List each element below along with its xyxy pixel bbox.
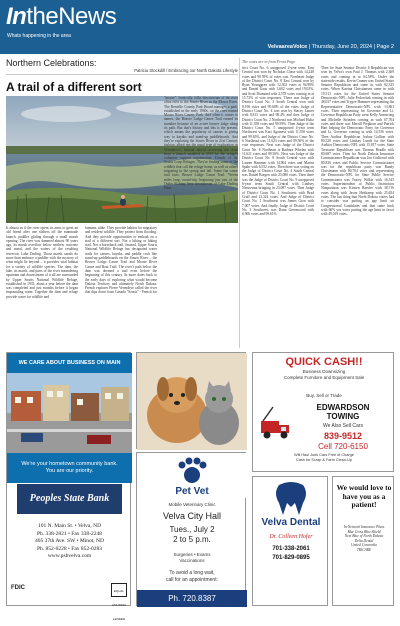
velva-dental-phones bbox=[253, 545, 329, 563]
article-column-2 bbox=[85, 226, 157, 346]
article-text-5: Then for State Senator District 6 Republican was won by Velva's own Paul J. Thomas with 2,369 votes and coming in at 64.58%. Under the statewide results, Kevin Cramer was United States Senator Republican and came in with 82,325 votes. When Katrina Christiansen came in with 19,513 votes for the United States Senator Democratic-NPL, Julie Fedorchak coming in with 48,037 votes and Trygve Hammer representing the Representative Democratic-NPL with 13,861 votes. Then representing for Governor and Lt. Governor Republican Party went Kelly Armstrong and Michelle Strinden coming in with 67,704 votes and there was Merrill Piepkorn and Patrick Hart helping the Democratic Party for Governor and Lt. Governor coming in with 14,556 votes. Then Auditor Republican Joshua Gallion with 80,520 votes and Lindsay Lunde for the State Auditor Democratic-NPL with 15,817 votes. State Treasurer Republican was Thomas Beadle with 80,687 votes. Then for North Dakota Insurance Commissioner Republican was Jon Godfread with 80,836 votes and Public Service Commissioner was for the republican party was Randy Christmann with 80,704 votes and representing the Democratic-NPL for State Public Service Commissioner was Tracey Wilkie with 16,545 votes. Superintendent of Public Instruction Nonpartisan was Kirsten Baesler with 38,716 votes along with Jason Heitkamp with 25,654 votes. The last thing that North Dakota voters had to consider was putting an age limit on Congressional Candidates and that came back with 60% yes votes putting the age limit in favor with 49,019 votes. bbox=[321, 66, 394, 217]
pet-vet-location: Velva City Hall bbox=[162, 511, 222, 521]
bank-ad-slogan bbox=[7, 453, 132, 483]
quick-cash-phone[interactable]: 839-9512 bbox=[323, 431, 363, 441]
pet-vet-service-1: Surgeries • Exams bbox=[173, 552, 211, 557]
pet-vet-schedule bbox=[137, 525, 247, 545]
article-text-4: trict Court No. 6 unopposed 2-year term. East Central was won by Nicholas Chase with 14,248 votes and 99.59% of votes cast. Northeast Judge of the District Court No. 8 East Central won by Ryan Younggren with 12,302 votes at 94.98% and Daniel Gaus with 3,602 votes and 19.02%, and Scott Diamond with 2,578 votes coming in at 15.73% of vote responses. There was Judge of District Court No. 3 South Central won with 8,196 votes and 99.68% of the votes. Judge of District Court No. 4 was won by Stacey Lauter with 8,815 votes and 98.4% and then Judge of District Court No. 2 Northeast was Michael Hultz with 11,558 votes and 99.59%. Then Judge of the District Court No. 5 unopposed 4-year term Northwest was Kari Agotness with 11,550 votes and 99.65%, and Judge of the District Court No. 6 Northeast was 11,623 votes and 99.56% of the vote responses. Next was Judge of the District Court No. 6 Northeast is Barbara Whelan with 11,621 votes and 99.56%. Next was Judge of the District Court No. 8 South Central won with Lauren Hammer with 14,904 votes and Marisa Spahr with 6,552 votes. Then there was voting on the Judge of District Court No. 4 South Central was Daniel Borgen with 23,080 votes. Then there was the Judge of District Court No. 9 unopposed 6-year term South Central with Lindsey Nieuwsma bringing in 23,087 votes. Then Judge of District Court No. 1 Southwest with Brad Cruff and 13,324 votes. And Judge of District Court No. 1 Southwest was James Gion with 7,007 votes. And finally, Judge of District Court No. 3 Southwest was Dann Greenwood with 6,966 votes and 99.61%. bbox=[242, 66, 314, 217]
velva-dental-title: Velva Dental bbox=[261, 517, 321, 528]
edwardson-name-1: EDWARDSON bbox=[316, 403, 370, 412]
bank-website[interactable]: www.psbvelva.com bbox=[47, 553, 92, 559]
velva-dental-phone-1[interactable]: 701-338-2061 bbox=[272, 546, 310, 552]
article-text-3: "mouse". Ironically, folks downstream of the river often refer to the Souris River as the Mouse River. The Renville County Park Board manages a park, established in the early 1960s, on the river named Mouse River County Park. And when it comes to names, the Beaver Lodge Canoe Trail earned its moniker because of an active beaver lodge along its path. But that's history and this is the present, which means the popularity of canoes is giving way to kayaks and stand-up paddleboards. And they're exploring the Souris River in 21st Century fashion, albeit not the usual type of exploration as Verendrye's. Instead they're accessing the river from a launch installed in 2019 by the refuge's volunteer support organization, Friends of the Souris Loop Refuges. They're finding some of the wildlife that call the refuge home, as well as others migrating in the spring and fall. Some fun canoe trail facts: Beaver Lodge Canoe Trail: *Seven miles long, round-trip, beginning just east of the Outlet Fishing Area downstream of Lake Darling Dam. bbox=[164, 96, 238, 191]
pet-vet-date: Tues., July 2 bbox=[169, 525, 215, 534]
pets-photo bbox=[136, 352, 246, 449]
tow-truck-icon bbox=[259, 401, 293, 447]
bank-phone-1: Ph. 338-2821 • Fax 338-2248 bbox=[36, 530, 103, 537]
bank-ad-headline: WE CARE ABOUT BUSINESS ON MAIN bbox=[7, 353, 132, 373]
bank-slogan-1: We're your hometown community bank. bbox=[21, 461, 118, 467]
quick-cash-buy: Buy, Sell or Trade bbox=[306, 393, 342, 398]
bank-logo: Peoples State Bank bbox=[17, 484, 122, 514]
velva-dental-ad[interactable] bbox=[252, 476, 328, 606]
insurance-item-5: TRICARE bbox=[356, 547, 372, 552]
quick-cash-note bbox=[253, 453, 395, 462]
article-column-5 bbox=[321, 66, 394, 347]
masthead-logo bbox=[6, 4, 116, 30]
masthead-tagline: Whats happening in the area bbox=[7, 33, 71, 39]
new-patients-ad[interactable] bbox=[332, 476, 394, 606]
paper-name: VelvaareaVoice bbox=[267, 44, 308, 50]
dog-cat-image bbox=[137, 353, 247, 450]
peoples-state-bank-ad[interactable] bbox=[6, 352, 131, 621]
bank-phone-2: Ph. 852-0228 • Fax 852-0283 bbox=[36, 545, 103, 552]
pet-vet-service-2: Vaccinations bbox=[179, 558, 205, 563]
pet-vet-note-2: call for an appointment: bbox=[166, 576, 218, 583]
continued-note: The votes are in from Front Page bbox=[242, 59, 296, 64]
pet-vet-time: 2 to 5 p.m. bbox=[173, 535, 211, 544]
fdic-logo: FDIC bbox=[11, 585, 25, 591]
bank-slogan-2: You are our priority. bbox=[45, 468, 94, 474]
section-title: Northern Celebrations: bbox=[6, 58, 97, 68]
paw-icon bbox=[137, 453, 247, 487]
insurance-heading: In-Network Insurance Plans bbox=[343, 525, 385, 529]
tooth-icon bbox=[253, 479, 329, 517]
quick-cash-subtitle bbox=[253, 369, 395, 380]
pet-vet-title: Pet Vet bbox=[175, 486, 209, 497]
quick-cash-sub-1: Business Downsizing bbox=[302, 369, 346, 374]
edwardson-towing-name bbox=[293, 403, 393, 421]
quick-cash-cell[interactable]: Cell 720-6150 bbox=[318, 442, 368, 451]
equal-housing-icon: EQUAL HOUSING LENDER bbox=[111, 583, 127, 597]
velva-dental-doctor: Dr. Colleen Hofer bbox=[269, 534, 313, 540]
quick-cash-headline: QUICK CASH!! bbox=[285, 356, 363, 368]
article-text-1: It almost as if the river opens its arms to greet an old friend after one slithers off the manmade launch, paddles gliding through a small marsh opening. The river was dammed almost 90 years ago, its marsh overflow below earthen, concrete and metal, and the waters of the resulting reservoir, Lake Darling. Those marsh canals do more than embrace a paddler with the mystery of what might lie beyond – it provides vital habitat for a variety of wildlife species. The dam, the lake, its marsh, and parts of the river meandering upstream and downstream of it all are surrounded by Upper Souris National Wildlife Refuge, established in 1935, about a year before the dam was completed and just months before it began impounding water. Together the dam and refuge provide water for wildlife and bbox=[6, 226, 78, 299]
quick-note-1: Will Haul Junk Cars Free of Charge bbox=[294, 453, 354, 457]
column-divider bbox=[239, 58, 240, 348]
insurance-item-4: United Concordia bbox=[351, 543, 377, 548]
quick-cash-also: We Also Sell Cars bbox=[323, 423, 363, 429]
pet-vet-phone[interactable]: Ph. 720.8387 bbox=[137, 590, 247, 607]
quick-cash-sub-2: Complete Furniture and Equipment Sale bbox=[283, 374, 365, 380]
bank-address bbox=[7, 523, 132, 561]
insurance-item-3: Delta Dental bbox=[354, 538, 374, 543]
pet-vet-services bbox=[137, 552, 247, 564]
main-street-image bbox=[7, 373, 132, 453]
velva-dental-phone-2[interactable]: 701-829-0895 bbox=[272, 555, 310, 561]
insurance-item-2: Next Blue of North Dakota bbox=[344, 534, 384, 539]
pet-vet-ad[interactable] bbox=[136, 452, 246, 606]
insurance-item-1: Blue Cross Blue Shield bbox=[347, 529, 381, 534]
headline: A trail of a different sort bbox=[6, 80, 142, 94]
article-column-1 bbox=[6, 226, 78, 346]
article-column-4 bbox=[242, 66, 314, 347]
pet-vet-subtitle: Mobile Veterinary Clinic bbox=[168, 502, 216, 507]
pet-vet-note bbox=[137, 570, 247, 583]
masthead bbox=[0, 0, 400, 54]
article-column-3 bbox=[164, 96, 238, 346]
article-text-2: humans, alike. They provide habitat for migratory and resident wildlife. They protect from flooding. And they provide opportunities to embark on a trail of a different sort. Not a hiking or biking trail. Not a horseback trail. Instead, Upper Souris National Wildlife Refuge has designated water trails for canoes, kayaks, and paddle craft like stand-up paddleboards on the Souris River – the Beaver Lodge Canoe Trail and Mouse River Canoe and Boat Trail. The river's path below the dam was deemed a trail even before the beginning of this century. In more dates back to the early days of exploring what would become Dakota Territory and ultimately North Dakota. French explorer Pierre Verendrye called the river that dips down from Canada "Souris" - French for bbox=[85, 226, 157, 295]
new-patients-headline: We would love to have you as a patient! bbox=[336, 483, 392, 509]
edwardson-towing-ad[interactable] bbox=[252, 352, 394, 472]
logo-rest: theNews bbox=[26, 3, 117, 30]
quick-note-2: Cash for Scrap & Farm Clean-Up bbox=[296, 457, 352, 462]
insurance-list bbox=[333, 525, 395, 553]
issue-date: | Thursday, June 20, 2024 | Page 2 bbox=[307, 44, 394, 50]
logo-in: In bbox=[6, 3, 27, 30]
issue-line bbox=[268, 44, 394, 50]
pet-vet-note-1: To avoid a long wait, bbox=[169, 570, 215, 576]
main-street-photo bbox=[7, 373, 132, 453]
byline: Patricia Stockdill / Embracing our North Dakota Lifestyle bbox=[6, 68, 238, 75]
bank-address-2: 405 37th Ave. SW • Minot, ND bbox=[35, 538, 104, 544]
bank-address-1: 101 N. Main St. • Velva, ND bbox=[37, 523, 102, 529]
edwardson-name-2: TOWING bbox=[326, 412, 360, 421]
